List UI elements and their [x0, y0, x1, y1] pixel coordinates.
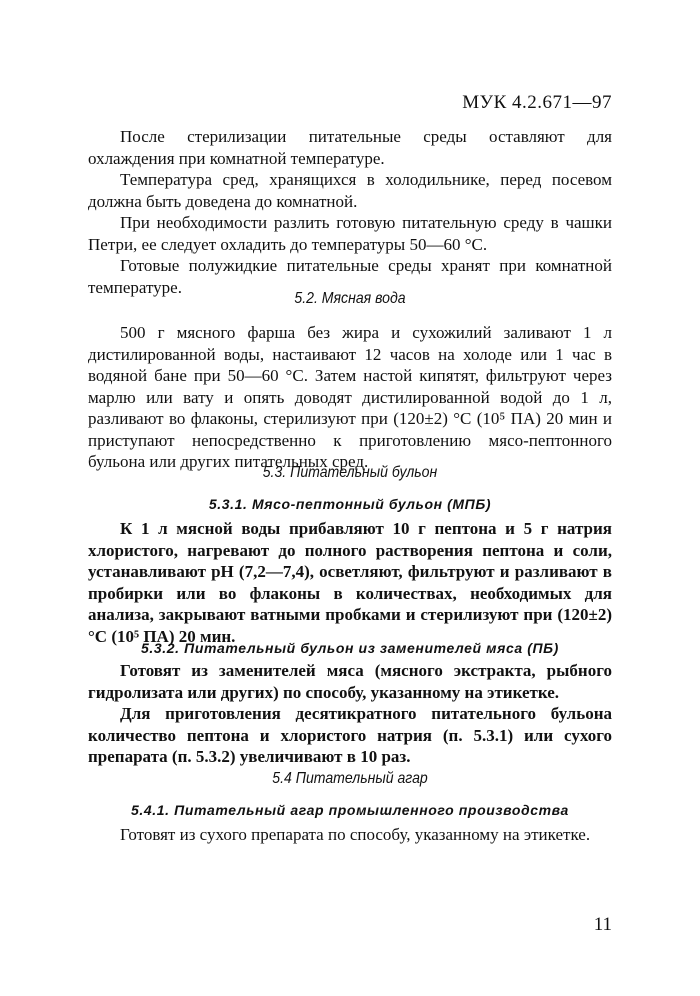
- section-title-5-2: 5.2. Мясная вода: [294, 290, 406, 307]
- paragraph-meat-water: 500 г мясного фарша без жира и сухожилий заливают 1 л дистилированной воды, настаивают 12 часов на холоде или 1 час в водяной бане при 50—60 °С. Затем настой кипятят, фильтруют через марлю или вату и опять доводят дистилированной водой до 1 л, разливают во флаконы, стерилизуют при (120±2) °С (10⁵ ПА) 20 мин и приступают непосредственно к приготовлению мясо-пептонного бульона или других питательных сред.: [88, 323, 612, 471]
- subsection-title-5-3-1: 5.3.1. Мясо-пептонный бульон (МПБ): [208, 496, 492, 512]
- section-title-5-3: 5.3. Питательный бульон: [262, 464, 438, 481]
- paragraph-industrial-agar: Готовят из сухого препарата по способу, указанному на этикетке.: [120, 825, 591, 844]
- paragraph-mpb: К 1 л мясной воды прибавляют 10 г пептона и 5 г натрия хлористого, нагревают до полного растворения пептона и соли, устанавливают pH (7,2—7,4), осветляют, фильтруют и разливают в пробирки или во флаконы в количествах, необходимых для анализа, закрывают ватными пробками и стерилизуют при (120±2) °С (10⁵ ПА) 20 мин.: [88, 519, 612, 646]
- page-number: 11: [593, 914, 612, 935]
- paragraph-sterilization: После стерилизации питательные среды оставляют для охлаждения при комнатной температуре.: [88, 127, 612, 168]
- paragraph-tenfold-broth: Для приготовления десятикратного питательного бульона количество пептона и хлористого натрия (п. 5.3.1) или сухого препарата (п. 5.3.2) увеличивают в 10 раз.: [88, 704, 612, 766]
- subsection-5-4-1-text: [88, 824, 612, 846]
- paragraph-semi-liquid-storage: Готовые полужидкие питательные среды хранят при комнатной температуре.: [88, 256, 612, 297]
- paragraph-fridge-temperature: Температура сред, хранящихся в холодильнике, перед посевом должна быть доведена до комнатной.: [88, 170, 612, 211]
- section-title-5-4: 5.4 Питательный агар: [272, 770, 428, 787]
- intro-text: [88, 126, 612, 298]
- paragraph-petri-dishes: При необходимости разлить готовую питательную среду в чашки Петри, ее следует охладить до температуры 50—60 °С.: [88, 213, 612, 254]
- subsection-5-3-1-text: [88, 518, 612, 647]
- paragraph-meat-substitutes: Готовят из заменителей мяса (мясного экстракта, рыбного гидролизата или других) по способу, указанному на этикетке.: [88, 661, 612, 702]
- document-code: МУК 4.2.671—97: [462, 92, 612, 113]
- subsection-5-3-2-text: [88, 660, 612, 768]
- section-5-2-text: [88, 322, 612, 473]
- subsection-title-5-4-1: 5.4.1. Питательный агар промышленного производства: [131, 802, 569, 818]
- subsection-title-5-3-2: 5.3.2. Питательный бульон из заменителей мяса (ПБ): [141, 640, 559, 656]
